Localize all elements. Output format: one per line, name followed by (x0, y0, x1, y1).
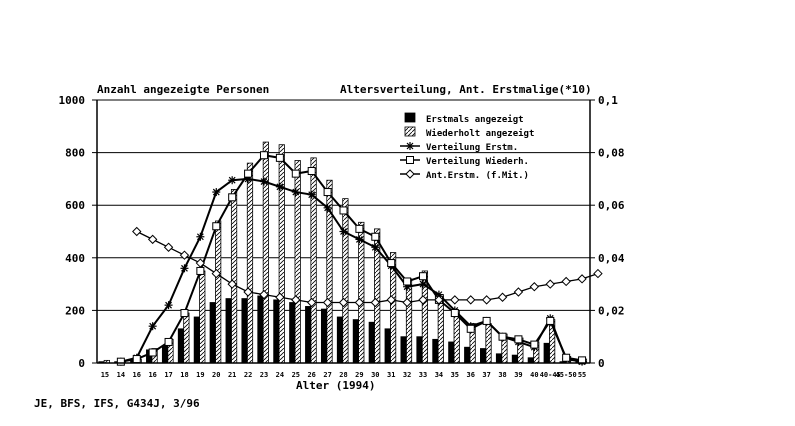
bar-erstmals (544, 343, 549, 363)
bar-erstmals (417, 337, 422, 363)
point-diamond (451, 296, 459, 304)
point-asterisk (260, 178, 268, 186)
point-square (388, 260, 395, 267)
x-tick-label: 20 (212, 371, 221, 379)
point-square (292, 170, 299, 177)
point-square (467, 325, 474, 332)
bar-erstmals (512, 355, 517, 363)
point-square (547, 317, 554, 324)
y-tick-label: 1000 (58, 94, 85, 107)
point-square (404, 278, 411, 285)
bar-wiederholt (406, 279, 411, 363)
bar-erstmals (274, 300, 279, 363)
legend-swatch (405, 113, 415, 122)
bar-erstmals (369, 322, 374, 363)
y2-tick-label: 0,08 (598, 146, 625, 160)
bar-wiederholt (359, 222, 364, 363)
bar-wiederholt (454, 310, 459, 363)
point-asterisk (149, 322, 157, 330)
point-square (531, 341, 538, 348)
bar-wiederholt (184, 313, 189, 363)
bar-erstmals (178, 329, 183, 363)
x-tick-label: 30 (371, 371, 380, 379)
point-diamond (578, 275, 586, 283)
bar-erstmals (433, 339, 438, 363)
bar-erstmals (226, 299, 231, 363)
x-tick-label: 40 (530, 371, 539, 379)
point-asterisk (165, 301, 173, 309)
bar-wiederholt (343, 199, 348, 363)
x-tick-label: 21 (227, 371, 237, 379)
point-asterisk (276, 183, 284, 191)
point-asterisk (212, 188, 220, 196)
bar-erstmals (162, 346, 167, 363)
y-tick-label: 200 (65, 304, 85, 318)
x-tick-label: 19 (196, 371, 205, 379)
y2-tick-label: 0,1 (598, 94, 618, 107)
point-asterisk (355, 235, 363, 243)
bar-wiederholt (263, 142, 268, 363)
x-tick-label: 26 (307, 371, 316, 379)
bar-erstmals (194, 317, 199, 363)
point-square (149, 349, 156, 356)
point-square (340, 207, 347, 214)
bar-erstmals (385, 329, 390, 363)
legend-label: Ant.Erstm. (f.Mit.) (426, 171, 529, 181)
point-square (213, 223, 220, 230)
point-diamond (467, 296, 475, 304)
x-tick-label: 29 (355, 371, 364, 379)
point-square (165, 338, 172, 345)
bar-erstmals (210, 303, 215, 363)
point-diamond (562, 277, 570, 285)
bar-wiederholt (215, 221, 220, 363)
x-tick-label: 25 (291, 371, 301, 379)
x-tick-label: 31 (386, 371, 396, 379)
x-tick-label: 40-45 (539, 371, 561, 379)
y-tick-label: 0 (78, 357, 85, 370)
x-tick-label: 17 (164, 371, 173, 379)
point-asterisk (180, 264, 188, 272)
bar-erstmals (449, 342, 454, 363)
bar-wiederholt (438, 295, 443, 363)
x-tick-label: 35 (450, 371, 460, 379)
legend-swatch (405, 127, 415, 136)
point-square (133, 356, 140, 363)
point-square (451, 310, 458, 317)
point-asterisk (228, 176, 236, 184)
point-square (372, 233, 379, 240)
y-tick-label: 600 (65, 199, 85, 213)
x-tick-label: 36 (466, 371, 475, 379)
point-square (483, 317, 490, 324)
y-tick-label: 400 (65, 251, 85, 265)
left-axis-title: Anzahl angezeigte Personen (97, 83, 270, 96)
series-line (137, 232, 598, 303)
bar-erstmals (290, 303, 295, 363)
bar-wiederholt (279, 145, 284, 363)
point-square (260, 152, 267, 159)
point-diamond (499, 293, 507, 301)
x-tick-label: 27 (323, 371, 332, 379)
y-tick-label: 800 (65, 146, 85, 160)
bar-erstmals (528, 358, 533, 363)
point-asterisk (308, 191, 316, 199)
bar-wiederholt (247, 163, 252, 363)
x-tick-label: 28 (339, 371, 348, 379)
bar-erstmals (496, 354, 501, 363)
point-diamond (530, 283, 538, 291)
bar-erstmals (258, 296, 263, 363)
point-square (308, 168, 315, 175)
right-axis-title: Altersverteilung, Ant. Erstmalige(*10) (340, 83, 592, 96)
point-square (245, 170, 252, 177)
x-axis-label: Alter (1994) (296, 379, 376, 392)
x-tick-label: 39 (514, 371, 523, 379)
x-tick-label: 22 (243, 371, 253, 379)
bar-erstmals (480, 349, 485, 363)
x-tick-label: 16 (132, 371, 141, 379)
point-square (407, 157, 414, 164)
point-diamond (133, 228, 141, 236)
point-diamond (594, 270, 602, 278)
x-tick-label: 45-50 (555, 371, 577, 379)
point-diamond (406, 170, 414, 178)
x-tick-label: 33 (418, 371, 428, 379)
x-tick-label: 18 (180, 371, 189, 379)
point-diamond (546, 280, 554, 288)
y2-tick-label: 0,02 (598, 304, 625, 318)
point-diamond (149, 235, 157, 243)
x-tick-label: 34 (434, 371, 444, 379)
point-asterisk (292, 188, 300, 196)
bar-wiederholt (231, 189, 236, 363)
y2-tick-label: 0 (598, 357, 605, 370)
y2-tick-label: 0,04 (598, 251, 625, 265)
x-tick-label: 38 (498, 371, 507, 379)
bar-erstmals (401, 337, 406, 363)
legend-label: Erstmals angezeigt (426, 115, 524, 125)
point-asterisk (196, 233, 204, 241)
legend-label: Verteilung Wiederh. (426, 157, 529, 167)
bar-wiederholt (200, 271, 205, 363)
point-diamond (165, 243, 173, 251)
x-tick-label: 55 (577, 371, 587, 379)
x-tick-label: 23 (259, 371, 269, 379)
legend-label: Wiederholt angezeigt (426, 129, 535, 139)
bar-erstmals (321, 309, 326, 363)
bar-erstmals (337, 317, 342, 363)
bar-erstmals (242, 299, 247, 363)
x-tick-label: 14 (116, 371, 126, 379)
point-asterisk (324, 204, 332, 212)
point-square (324, 189, 331, 196)
x-tick-label: 32 (402, 371, 412, 379)
point-square (117, 358, 124, 365)
legend-label: Verteilung Erstm. (426, 143, 519, 153)
point-square (229, 194, 236, 201)
point-square (181, 310, 188, 317)
x-tick-label: 24 (275, 371, 285, 379)
bar-erstmals (305, 306, 310, 363)
point-diamond (514, 288, 522, 296)
point-square (563, 354, 570, 361)
bar-erstmals (353, 320, 358, 363)
point-asterisk (371, 243, 379, 251)
point-diamond (483, 296, 491, 304)
x-tick-label: 15 (100, 371, 110, 379)
bar-wiederholt (311, 158, 316, 363)
bar-erstmals (465, 347, 470, 363)
series-line (121, 179, 582, 362)
source-credit: JE, BFS, IFS, G434J, 3/96 (34, 397, 200, 410)
point-square (197, 267, 204, 274)
x-tick-label: 37 (482, 371, 491, 379)
point-square (515, 336, 522, 343)
x-tick-label: 16 (148, 371, 157, 379)
y2-tick-label: 0,06 (598, 199, 625, 213)
point-square (499, 333, 506, 340)
point-square (276, 154, 283, 161)
point-asterisk (406, 142, 414, 150)
point-square (420, 273, 427, 280)
point-asterisk (340, 228, 348, 236)
point-square (356, 225, 363, 232)
bar-wiederholt (486, 324, 491, 363)
